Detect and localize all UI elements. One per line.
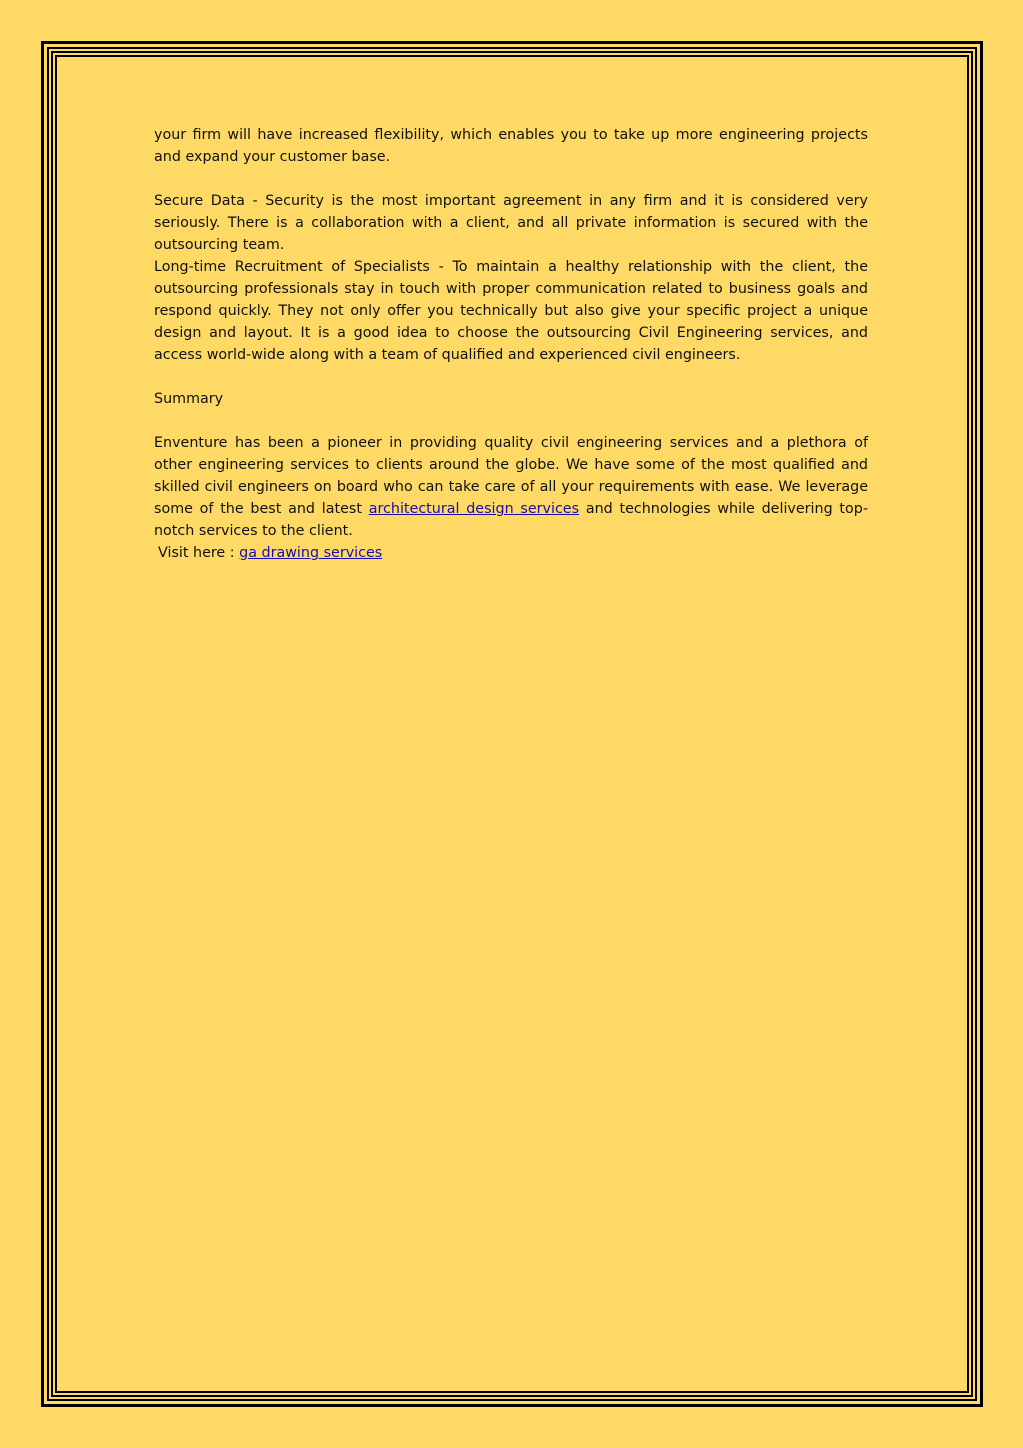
paragraph-spacer [154, 168, 868, 190]
paragraph-secure-data: Secure Data - Security is the most important agreement in any firm and it is considered very seriously. There is a collaboration with a client, and all private information is secured with the outsourcing team. [154, 193, 868, 253]
paragraph-enventure [154, 432, 868, 542]
paragraph-spacer [154, 410, 868, 432]
summary-heading: Summary [154, 391, 224, 407]
paragraph-enventure-text-2: and technologies while delivering top-notch services to the client. [154, 501, 869, 539]
ga-drawing-services-link[interactable]: ga drawing services [239, 545, 383, 561]
paragraph-flexibility: your firm will have increased flexibility, which enables you to take up more engineering projects and expand your customer base. [154, 127, 868, 165]
architectural-design-services-link[interactable]: architectural design services [368, 501, 580, 517]
paragraph-enventure-text-1: Enventure has been a pioneer in providing quality civil engineering services and a plethora of other engineering services to clients around the globe. We have some of the most qualified and skilled civil engineers on board who can take care of all your requirements with ease. We leverage some of the best and latest [154, 435, 868, 517]
visit-line [154, 542, 868, 564]
paragraph-spacer [154, 366, 868, 388]
visit-label: Visit here : [158, 545, 240, 561]
document-body [154, 124, 868, 564]
paragraph-recruitment: Long-time Recruitment of Specialists - To maintain a healthy relationship with the client, the outsourcing professionals stay in touch with proper communication related to business goals and respond quickly. They not only offer you technically but also give your specific project a unique design and layout. It is a good idea to choose the outsourcing Civil Engineering services, and access world-wide along with a team of qualified and experienced civil engineers. [154, 259, 868, 363]
